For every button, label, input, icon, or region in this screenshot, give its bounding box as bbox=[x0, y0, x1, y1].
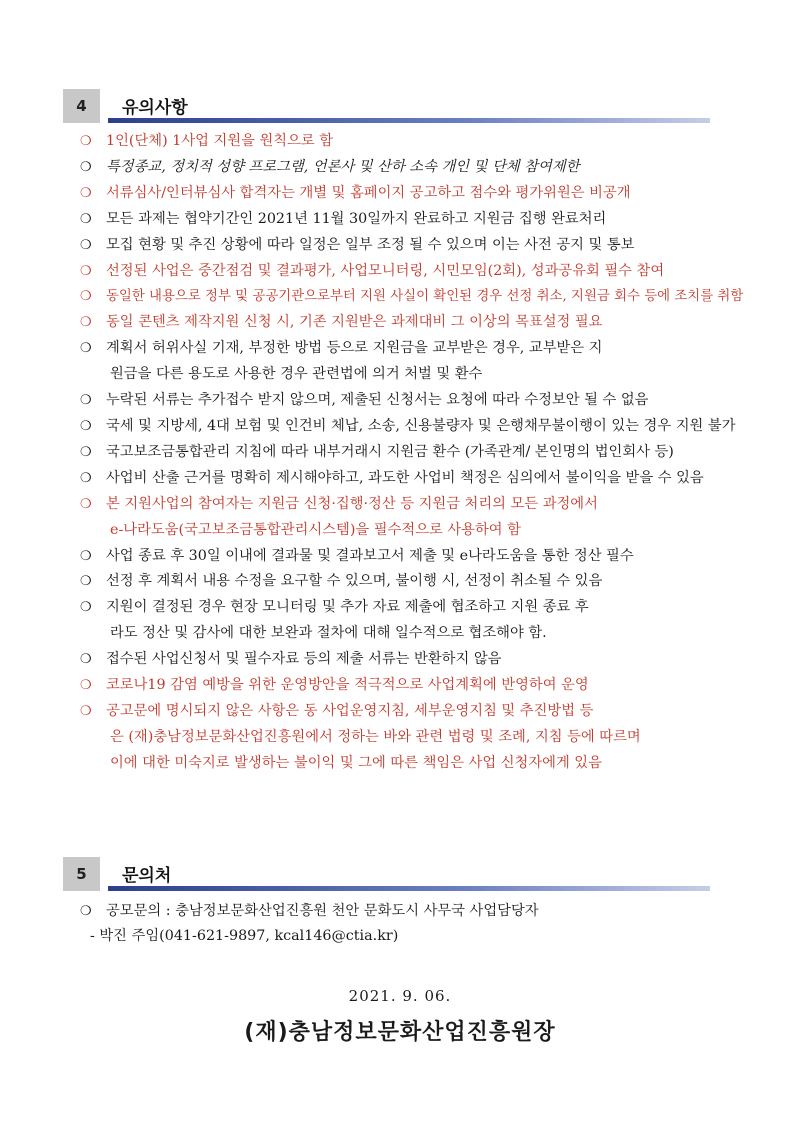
notice-item bbox=[80, 569, 745, 595]
notice-item-text: 본 지원사업의 참여자는 지원금 신청·집행·정산 등 지원금 처리의 모든 과정에서 bbox=[106, 495, 598, 512]
notice-item-text: 공고문에 명시되지 않은 사항은 동 사업운영지침, 세부운영지침 및 추진방법 등 bbox=[106, 702, 594, 719]
notice-item-continuation: 은 (재)충남정보문화산업진흥원에서 정하는 바와 관련 법령 및 조례, 지침 등에 따르며 bbox=[110, 728, 641, 745]
notice-item-text: 선정 후 계획서 내용 수정을 요구할 수 있으며, 불이행 시, 선정이 취소될 수 있음 bbox=[106, 573, 603, 590]
section-4-header bbox=[63, 89, 710, 123]
notice-item bbox=[80, 181, 745, 207]
notice-item bbox=[80, 259, 745, 285]
section-4-number: 4 bbox=[63, 89, 100, 123]
circle-bullet-icon: ❍ bbox=[80, 393, 92, 409]
notice-item-text: 모든 과제는 협약기간인 2021년 11월 30일까지 완료하고 지원금 집행 완료처리 bbox=[106, 210, 607, 227]
notice-item bbox=[80, 440, 745, 466]
notice-item bbox=[80, 414, 745, 440]
section-5-number: 5 bbox=[63, 857, 100, 891]
circle-bullet-icon: ❍ bbox=[80, 315, 92, 331]
notice-item-continuation: 원금을 다른 용도로 사용한 경우 관련법에 의거 처벌 및 환수 bbox=[110, 366, 483, 383]
notice-item-text: 동일 콘텐츠 제작지원 신청 시, 기존 지원받은 과제대비 그 이상의 목표설정 필요 bbox=[106, 314, 603, 331]
section-5-title: 문의처 bbox=[122, 866, 172, 886]
notice-item-continuation: 이에 대한 미숙지로 발생하는 불이익 및 그에 따른 책임은 사업 신청자에게 있음 bbox=[110, 754, 602, 771]
notice-item-text: 코로나19 감염 예방을 위한 운영방안을 적극적으로 사업계획에 반영하여 운영 bbox=[106, 677, 589, 694]
circle-bullet-icon: ❍ bbox=[80, 496, 92, 512]
notice-item-text: 모집 현황 및 추진 상황에 따라 일정은 일부 조정 될 수 있으며 이는 사전 공지 및 통보 bbox=[106, 236, 635, 253]
section-4-underline bbox=[108, 118, 710, 123]
circle-bullet-icon: ❍ bbox=[80, 678, 92, 694]
circle-bullet-icon: ❍ bbox=[80, 237, 92, 253]
notice-item bbox=[80, 155, 745, 181]
circle-bullet-icon: ❍ bbox=[80, 703, 92, 719]
circle-bullet-icon: ❍ bbox=[80, 470, 92, 486]
circle-bullet-icon: ❍ bbox=[80, 574, 92, 590]
notice-item bbox=[80, 595, 745, 647]
notice-item bbox=[80, 129, 745, 155]
circle-bullet-icon: ❍ bbox=[80, 159, 92, 175]
notice-item bbox=[80, 207, 745, 233]
circle-bullet-icon: ❍ bbox=[80, 548, 92, 564]
notice-item-text: 계획서 허위사실 기재, 부정한 방법 등으로 지원금을 교부받은 경우, 교부받은 지 bbox=[106, 340, 603, 357]
notice-item bbox=[80, 233, 745, 259]
notice-item-text: 국세 및 지방세, 4대 보험 및 인건비 체납, 소송, 신용불량자 및 은행채무불이행이 있는 경우 지원 불가 bbox=[106, 417, 736, 434]
circle-bullet-icon: ❍ bbox=[80, 600, 92, 616]
notice-list bbox=[80, 129, 745, 777]
circle-bullet-icon: ❍ bbox=[80, 185, 92, 201]
section-5-underline bbox=[108, 886, 710, 891]
circle-bullet-icon: ❍ bbox=[80, 211, 92, 227]
contact-line bbox=[80, 899, 745, 924]
notice-item bbox=[80, 310, 745, 336]
section-4-title: 유의사항 bbox=[122, 98, 188, 118]
notice-item-text: 누락된 서류는 추가접수 받지 않으며, 제출된 신청서는 요청에 따라 수정보안 될 수 없음 bbox=[106, 392, 649, 409]
notice-item-text: 국고보조금통합관리 지침에 따라 내부거래시 지원금 환수 (가족관계/ 본인명의 법인회사 등) bbox=[106, 443, 674, 460]
notice-item-text: 접수된 사업신청서 및 필수자료 등의 제출 서류는 반환하지 않음 bbox=[106, 651, 502, 668]
notice-item bbox=[80, 336, 745, 388]
circle-bullet-icon: ❍ bbox=[80, 904, 92, 919]
circle-bullet-icon: ❍ bbox=[80, 418, 92, 434]
contact-info bbox=[80, 899, 745, 949]
circle-bullet-icon: ❍ bbox=[80, 263, 92, 279]
contact-person: - 박진 주임(041-621-9897, kcal146@ctia.kr) bbox=[90, 928, 399, 944]
circle-bullet-icon: ❍ bbox=[80, 341, 92, 357]
section-5-header bbox=[63, 857, 710, 891]
notice-date: 2021. 9. 06. bbox=[348, 987, 452, 1005]
notice-item-text: 선정된 사업은 중간점검 및 결과평가, 사업모니터링, 시민모임(2회), 성과공유회 필수 참여 bbox=[106, 262, 665, 279]
notice-item bbox=[80, 673, 745, 699]
notice-item-continuation: 라도 정산 및 감사에 대한 보완과 절차에 대해 일수적으로 협조해야 함. bbox=[110, 625, 547, 642]
notice-item bbox=[80, 284, 745, 310]
notice-item bbox=[80, 466, 745, 492]
notice-item-text: 특정종교, 정치적 성향 프로그램, 언론사 및 산하 소속 개인 및 단체 참여제한 bbox=[106, 158, 580, 175]
notice-item bbox=[80, 492, 745, 544]
notice-item-text: 서류심사/인터뷰심사 합격자는 개별 및 홈페이지 공고하고 점수와 평가위원은 비공개 bbox=[106, 184, 631, 201]
circle-bullet-icon: ❍ bbox=[80, 652, 92, 668]
notice-item-text: 동일한 내용으로 정부 및 공공기관으로부터 지원 사실이 확인된 경우 선정 취소, 지원금 회수 등에 조치를 취함 bbox=[106, 289, 744, 305]
circle-bullet-icon: ❍ bbox=[80, 289, 92, 305]
circle-bullet-icon: ❍ bbox=[80, 134, 92, 149]
notice-item-text: 지원이 결정된 경우 현장 모니터링 및 추가 자료 제출에 협조하고 지원 종료 후 bbox=[106, 599, 589, 616]
notice-item bbox=[80, 544, 745, 570]
notice-item bbox=[80, 699, 745, 777]
notice-item-text: 사업비 산출 근거를 명확히 제시해야하고, 과도한 사업비 책정은 심의에서 불이익을 받을 수 있음 bbox=[106, 469, 704, 486]
signature-org: (재)충남정보문화산업진흥원장 bbox=[244, 1020, 556, 1045]
notice-item-text: 1인(단체) 1사업 지원을 원칙으로 함 bbox=[106, 133, 334, 149]
notice-item-text: 사업 종료 후 30일 이내에 결과물 및 결과보고서 제출 및 e나라도움을 통한 정산 필수 bbox=[106, 547, 634, 564]
circle-bullet-icon: ❍ bbox=[80, 444, 92, 460]
contact-text: 공모문의 : 충남정보문화산업진흥원 천안 문화도시 사무국 사업담당자 bbox=[106, 903, 539, 919]
notice-item bbox=[80, 647, 745, 673]
notice-item bbox=[80, 388, 745, 414]
notice-item-continuation: e-나라도움(국고보조금통합관리시스템)을 필수적으로 사용하여 함 bbox=[110, 521, 521, 538]
